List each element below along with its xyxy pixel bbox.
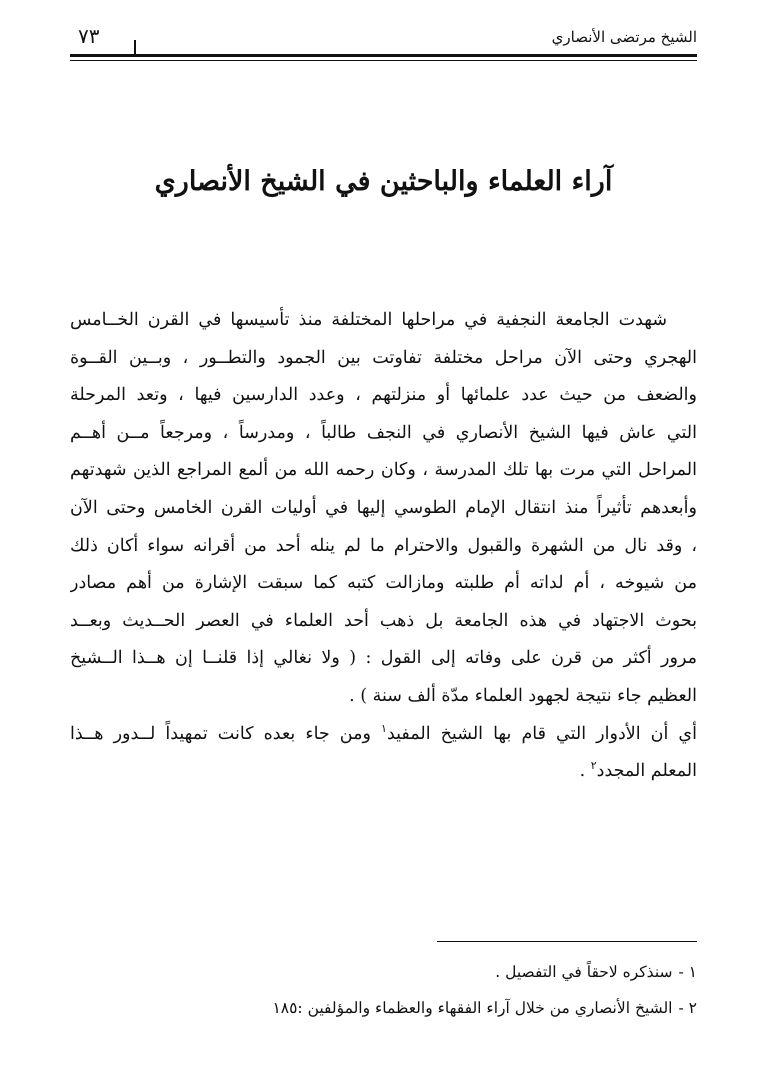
chapter-title: آراء العلماء والباحثين في الشيخ الأنصاري [154,166,613,197]
body-text [70,302,697,791]
para2-text: ومن جاء بعده كانت تمهيداً لــدور هــذا [70,723,382,744]
body-line: من شيوخه ، أم لداته أم طلبته ومازالت كتبه كما سبقت الإشارة من أهم مصادر [70,573,697,594]
body-line: مرور أكثر من قرن على وفاته إلى القول : ( ولا نغالي إذا قلنــا إن هــذا الــشيخ [70,648,697,669]
para2-text: المعلم المجدد [596,761,697,782]
footnote-ref-1: ١ [381,721,387,735]
page-number: ٧٣ [78,24,100,48]
para2-text: أي أن الأدوار التي قام بها الشيخ المفيد [386,723,697,744]
footnote-separator [437,941,697,942]
header-rule [70,54,697,57]
footnote-number: ٢ - [678,999,697,1017]
running-header-title: الشيخ مرتضى الأنصاري [551,28,697,46]
para2-text: . [579,761,591,782]
body-line: المراحل التي مرت بها تلك المدرسة ، وكان رحمه الله من ألمع المراجع الذين شهدتهم [70,460,697,481]
footnote-text: الشيخ الأنصاري من خلال آراء الفقهاء والعظماء والمؤلفين :١٨٥ [272,999,673,1017]
paragraph-2-line-2 [70,753,697,791]
paragraph-2-line-1 [70,716,697,754]
body-line: الهجري وحتى الآن مراحل مختلفة تفاوتت بين الجمود والتطــور ، وبــين القــوة [70,347,697,368]
body-line: ، وقد نال من الشهرة والقبول والاحترام ما لم ينله أحد من أقرانه سواء أكان ذلك [70,535,697,556]
header-rule-thin [70,60,697,61]
body-line: شهدت الجامعة النجفية في مراحلها المختلفة منذ تأسيسها في القرن الخــامس [70,310,667,330]
footnote-text: سنذكره لاحقاً في التفصيل . [495,963,673,981]
body-line: وأبعدهم تأثيراً منذ انتقال الإمام الطوسي إليها في أوليات القرن الخامس وحتى الآن [70,497,697,518]
footnote-number: ١ - [678,963,697,981]
body-line: بحوث الاجتهاد في هذه الجامعة بل ذهب أحد العلماء في العصر الحــديث وبعــد [70,610,697,631]
footnote-ref-2: ٢ [590,759,597,773]
footnotes [70,954,697,1026]
footnote [70,954,697,990]
footnote [70,990,697,1026]
body-line: والضعف من حيث عدد علمائها أو منزلتهم ، وعدد الدارسين فيها ، وتعد المرحلة [70,385,697,406]
body-line: التي عاش فيها الشيخ الأنصاري في النجف طالباً ، ومدرساً ، ومرجعاً مــن أهــم [70,422,697,443]
body-line: العظيم جاء نتيجة لجهود العلماء مدّة ألف سنة ) . [349,685,697,706]
